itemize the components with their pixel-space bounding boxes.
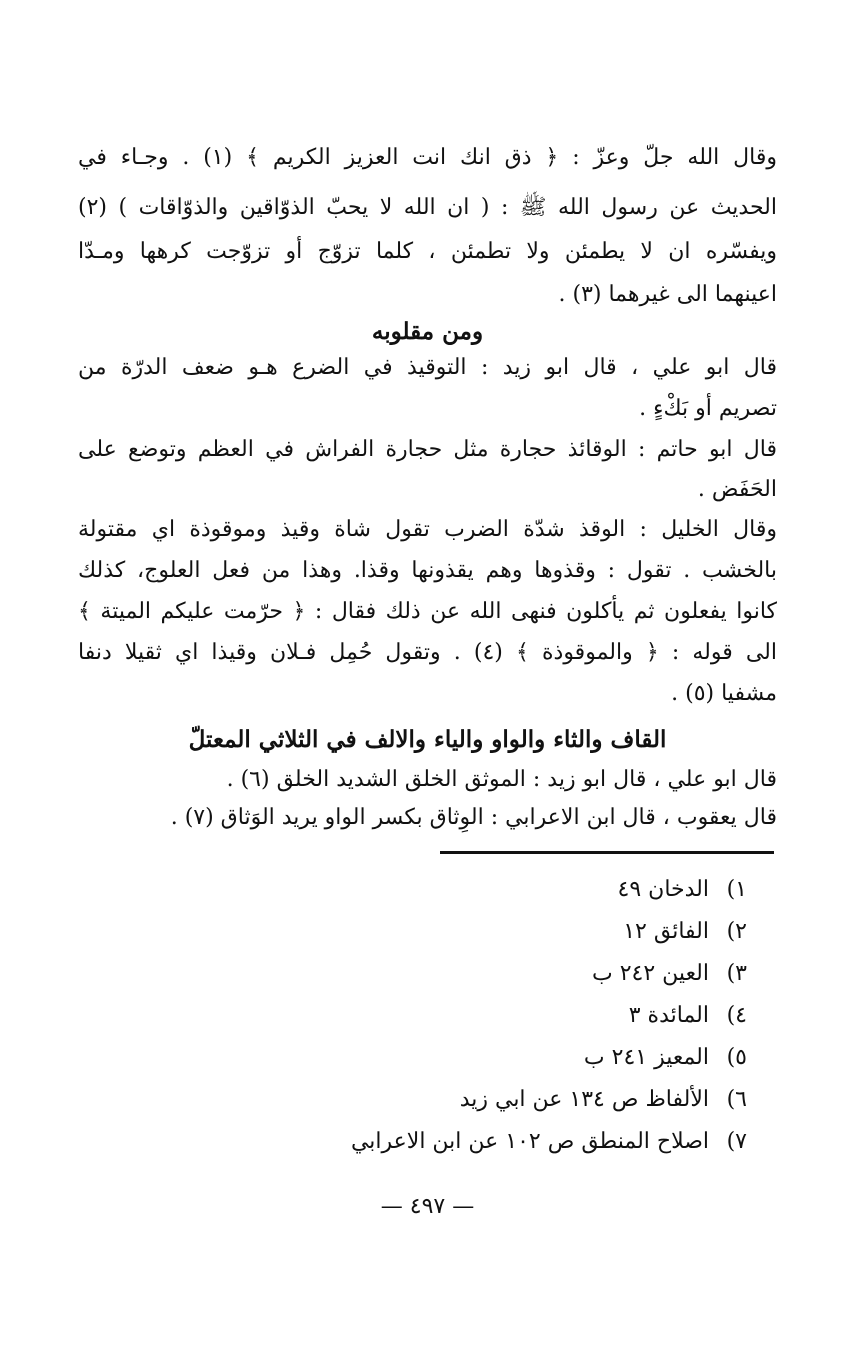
footnote-number: ٦) (726, 1087, 747, 1112)
section-heading: ومن مقلوبه (371, 318, 484, 345)
text-line: اعينهما الى غيرهما (٣) . (558, 282, 777, 307)
footnote-number: ٣) (726, 961, 747, 986)
footnote-number: ١) (726, 877, 747, 902)
text-line: كانوا يفعلون ثم يأكلون فنهى الله عن ذلك فقال : ﴿ حرّمت عليكم الميتة ﴾ (78, 599, 777, 624)
footnote (629, 998, 747, 1034)
text-line: الى قوله : ﴿ والموقوذة ﴾ (٤) . وتقول حُمِل فـلان وقيذا اي ثقيلا دنفا (78, 640, 778, 665)
text-line: بالخشب . تقول : وقذوها وهم يقذونها وقذا. وهذا من فعل العلوج، كذلك (78, 558, 777, 583)
footnote (460, 1082, 747, 1118)
footnote-text: العين ٢٤٢ ب (592, 961, 709, 986)
footnote-text: الدخان ٤٩ (617, 877, 709, 902)
text-line: وقال الله جلّ وعزّ : ﴿ ذق انك انت العزيز الكريم ﴾ (١) . وجـاء في (78, 145, 777, 170)
footnote-text: اصلاح المنطق ص ١٠٢ عن ابن الاعرابي (350, 1129, 709, 1154)
footnote-text: المعيز ٢٤١ ب (583, 1045, 709, 1070)
text-line: تصريم أو بَكْءٍ . (639, 396, 777, 421)
footnote (351, 1124, 747, 1160)
text-line: مشفيا (٥) . (671, 681, 777, 706)
footnote (623, 914, 747, 950)
footnote-text: الفائق ١٢ (623, 919, 709, 944)
footnote-number: ٧) (726, 1129, 747, 1154)
footnote-number: ٥) (726, 1045, 747, 1070)
text-line: وقال الخليل : الوقذ شدّة الضرب تقول شاة وقيذ وموقوذة اي مقتولة (78, 517, 777, 542)
text-line: قال يعقوب ، قال ابن الاعرابي : الوِثاق بكسر الواو يريد الوَثاق (٧) . (170, 805, 777, 830)
footnote (584, 1040, 747, 1076)
text-line: قال ابو علي ، قال ابو زيد : الموثق الخلق الشديد الخلق (٦) . (226, 767, 777, 792)
text-line: قال ابو حاتم : الوقائذ حجارة مثل حجارة الفراش في العظم وتوضع على (78, 437, 777, 462)
footnote-number: ٢) (726, 919, 747, 944)
text-line: الحديث عن رسول الله ﷺ : ( ان الله لا يحبّ الذوّاقين والذوّاقات ) (٢) (78, 195, 777, 220)
text-line: الحَفَض . (697, 477, 777, 502)
footnote-text: الألفاظ ص ١٣٤ عن ابي زيد (459, 1087, 709, 1112)
section-heading: القاف والثاء والواو والياء والالف في الثلاثي المعتلّ (188, 726, 667, 753)
text-line: قال ابو علي ، قال ابو زيد : التوقيذ في الضرع هـو ضعف الدرّة من (78, 355, 777, 380)
page-number: — ٤٩٧ — (380, 1194, 475, 1219)
footnote-number: ٤) (726, 1003, 747, 1028)
footnote-text: المائدة ٣ (628, 1003, 709, 1028)
footnote (618, 872, 747, 908)
footnote-divider (440, 851, 774, 854)
footnote (592, 956, 747, 992)
text-line: ويفسّره ان لا يطمئن ولا تطمئن ، كلما تزوّج أو تزوّجت كرهها ومـدّا (78, 239, 777, 264)
